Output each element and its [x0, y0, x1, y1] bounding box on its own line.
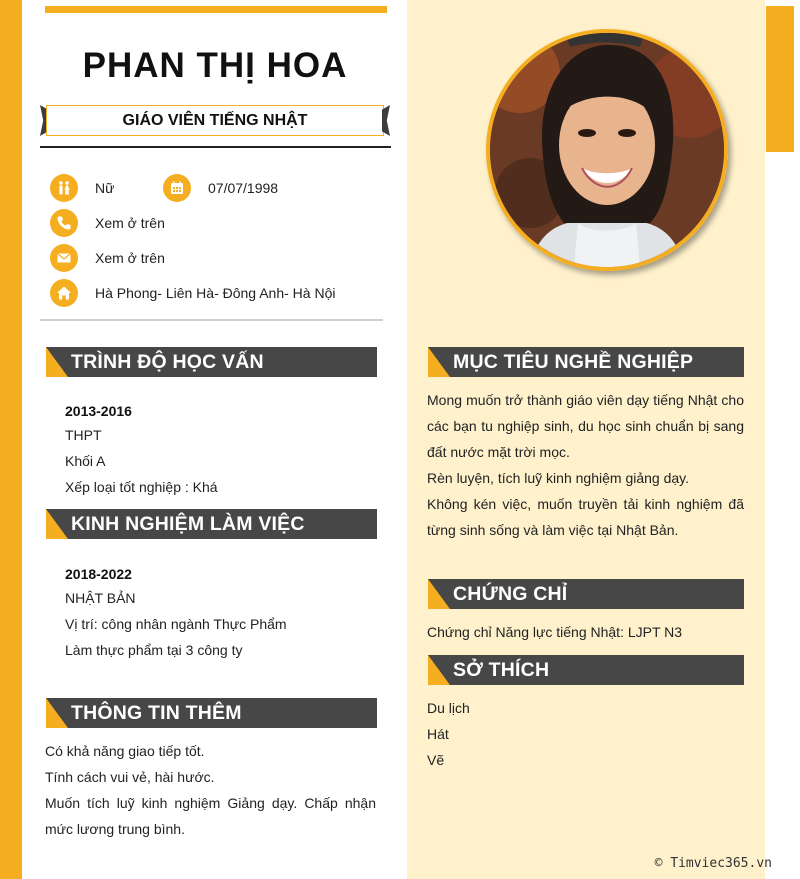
copyright-text: © Timviec365.vn: [654, 856, 772, 871]
hobby-item: Vẽ: [427, 752, 445, 768]
experience-details: [65, 585, 287, 663]
experience-heading: KINH NGHIỆM LÀM VIỆC: [71, 513, 305, 535]
education-period: 2013-2016: [65, 403, 132, 419]
objective-heading: MỤC TIÊU NGHỀ NGHIỆP: [453, 351, 694, 373]
right-accent-bar: [766, 6, 794, 152]
additional-line: Có khả năng giao tiếp tốt.: [45, 743, 205, 759]
objective-header: [428, 347, 744, 377]
experience-line: Làm thực phẩm tại 3 công ty: [65, 642, 243, 658]
left-accent-bar: [0, 0, 22, 879]
phone-value[interactable]: Xem ở trên: [95, 215, 165, 231]
hobby-item: Du lịch: [427, 700, 470, 716]
certificates-header: [428, 579, 744, 609]
experience-line: Vị trí: công nhân ngành Thực Phẩm: [65, 616, 287, 632]
hobby-item: Hát: [427, 726, 449, 742]
additional-details: [45, 738, 376, 842]
job-title-banner: [40, 105, 390, 136]
birthday-value: 07/07/1998: [208, 180, 279, 196]
top-accent-bar: [45, 6, 387, 13]
home-icon: [50, 279, 78, 307]
additional-heading: THÔNG TIN THÊM: [71, 702, 242, 724]
certificates-details: [427, 619, 744, 645]
certificates-heading: CHỨNG CHỈ: [453, 583, 568, 605]
additional-line: Tính cách vui vẻ, hài hước.: [45, 769, 215, 785]
address-value: Hà Phong- Liên Hà- Đông Anh- Hà Nội: [95, 285, 336, 301]
additional-header: [46, 698, 377, 728]
candidate-name: PHAN THỊ HOA: [82, 46, 348, 85]
education-details: [65, 422, 218, 500]
experience-line: NHẬT BẢN: [65, 590, 136, 606]
header-divider: [40, 146, 391, 148]
calendar-icon: [163, 174, 191, 202]
education-line: Khối A: [65, 453, 106, 469]
objective-paragraph: Không kén việc, muốn truyền tải kinh nghiệm đã từng sinh sống và làm việc tại Nhật Bản.: [427, 496, 744, 538]
education-heading: TRÌNH ĐỘ HỌC VẤN: [71, 351, 264, 373]
education-line: THPT: [65, 427, 102, 443]
gender-value: Nữ: [95, 180, 115, 196]
profile-photo: [486, 29, 728, 271]
experience-header: [46, 509, 377, 539]
experience-period: 2018-2022: [65, 566, 132, 582]
hobbies-details: [427, 695, 744, 773]
objective-paragraph: Rèn luyện, tích luỹ kinh nghiệm giảng dạy.: [427, 470, 690, 486]
portrait-illustration: [490, 33, 724, 267]
education-header: [46, 347, 377, 377]
additional-line: Muốn tích luỹ kinh nghiệm Giảng dạy. Chấp nhận mức lương trung bình.: [45, 795, 376, 837]
email-icon: [50, 244, 78, 272]
hobbies-heading: SỞ THÍCH: [453, 659, 550, 681]
education-line: Xếp loại tốt nghiệp : Khá: [65, 479, 218, 495]
phone-icon: [50, 209, 78, 237]
email-value[interactable]: Xem ở trên: [95, 250, 165, 266]
gender-icon: [50, 174, 78, 202]
objective-paragraph: Mong muốn trở thành giáo viên dạy tiếng Nhật cho các bạn tu nghiệp sinh, du học sinh chuẩn bị sang đất nước mặt trời mọc.: [427, 392, 744, 460]
hobbies-header: [428, 655, 744, 685]
job-title: GIÁO VIÊN TIẾNG NHẬT: [122, 112, 308, 129]
certificate-line: Chứng chỉ Năng lực tiếng Nhật: LJPT N3: [427, 624, 683, 640]
objective-details: [427, 387, 744, 543]
contact-divider: [40, 319, 383, 321]
